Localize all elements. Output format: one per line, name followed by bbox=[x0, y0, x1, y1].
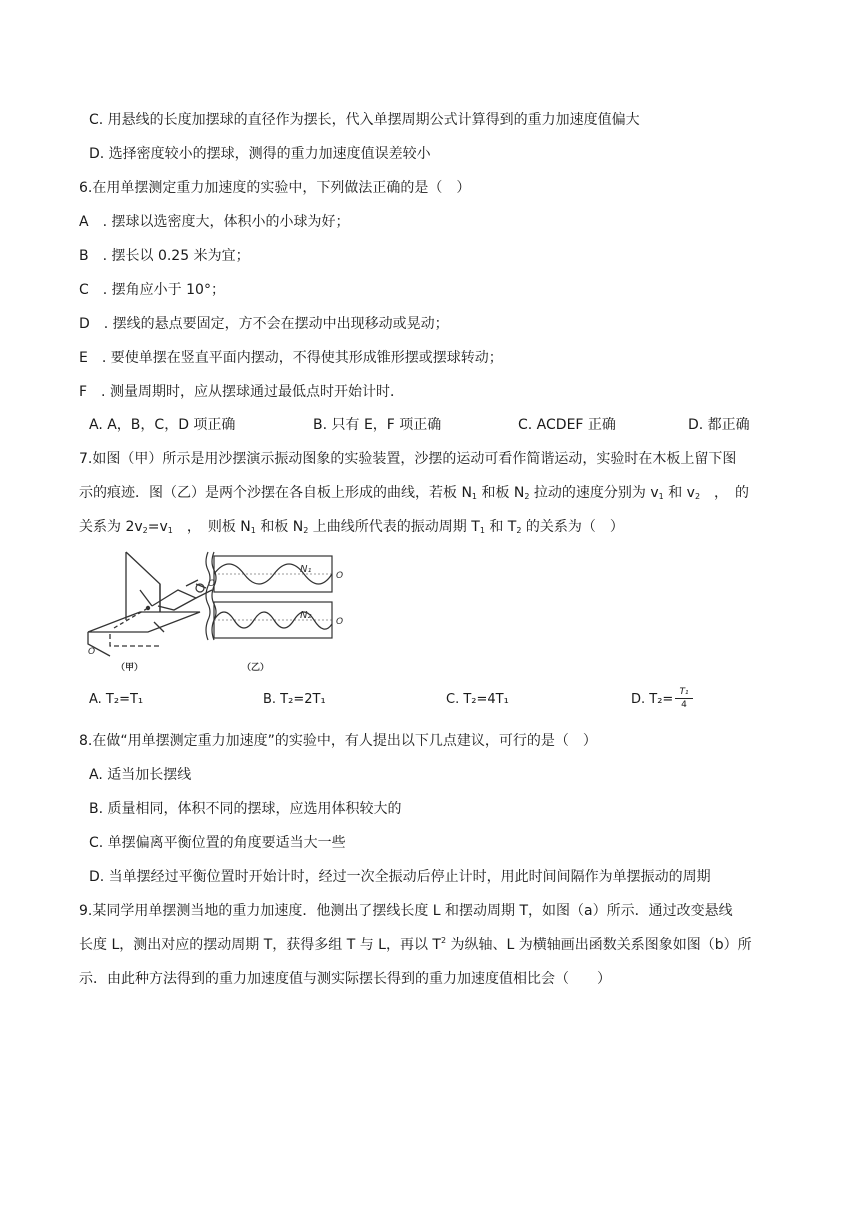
q7-choice-d: D. T₂= bbox=[631, 692, 674, 707]
q5-option-d: D. 选择密度较小的摆球，测得的重力加速度值误差较小 bbox=[89, 146, 431, 162]
q5-option-c: C. 用悬线的长度加摆球的直径作为摆长，代入单摆周期公式计算得到的重力加速度值偏大 bbox=[89, 112, 640, 128]
q8-option-b: B. 质量相同，体积不同的摆球，应选用体积较大的 bbox=[89, 801, 402, 817]
q6-statement-d: D . 摆线的悬点要固定，方不会在摆动中出现移动或晃动； bbox=[79, 316, 449, 332]
sand-pendulum-figure bbox=[78, 548, 344, 676]
figure-origin-label-1: O bbox=[88, 647, 96, 657]
question-7-stem-line-3: 关系为 $2v_2=v_1$ ， 则板 $N_1$ 和板 $N_2$ 上曲线所代表的振动周期 $T_1$ 和 $T_2$ 的关系为（ ） bbox=[79, 519, 624, 535]
fraction-numerator: T₁ bbox=[675, 687, 693, 699]
q6-statement-f: F . 测量周期时，应从摆球通过最低点时开始计时． bbox=[79, 384, 404, 400]
figure-origin-label-2: O bbox=[208, 579, 216, 589]
figure-label-jia: （甲） bbox=[116, 663, 144, 673]
q7-choice-d-fraction bbox=[675, 687, 693, 710]
question-9-stem-line-1: 9.某同学用单摆测当地的重力加速度．他测出了摆线长度 L 和摆动周期 T，如图（a）所示．通过改变悬线 bbox=[79, 903, 733, 919]
question-7-stem-line-1: 7.如图（甲）所示是用沙摆演示振动图象的实验装置，沙摆的运动可看作简谐运动，实验时在木板上留下图 bbox=[79, 451, 737, 467]
q6-statement-b: B . 摆长以 0.25 米为宜； bbox=[79, 248, 250, 264]
q6-statement-e: E . 要使单摆在竖直平面内摆动，不得使其形成锥形摆或摆球转动； bbox=[79, 350, 503, 366]
q6-choice-b: B. 只有 E，F 项正确 bbox=[313, 417, 442, 433]
q6-choice-c: C. ACDEF 正确 bbox=[518, 417, 616, 433]
question-7-stem-line-2: 示的痕迹．图（乙）是两个沙摆在各自板上形成的曲线，若板 $N_1$ 和板 $N_2$ 拉动的速度分别为 $v_1$ 和 $v_2$ ， 的 bbox=[79, 485, 750, 501]
figure-origin-label-3: O bbox=[336, 571, 344, 581]
q7-choice-b: B. T₂=2T₁ bbox=[263, 692, 326, 707]
q7-choice-a: A. T₂=T₁ bbox=[89, 692, 144, 707]
question-8-stem: 8.在做“用单摆测定重力加速度”的实验中，有人提出以下几点建议，可行的是（ ） bbox=[79, 733, 597, 749]
figure-label-n1: N₁ bbox=[300, 564, 312, 575]
q7-choice-c: C. T₂=4T₁ bbox=[446, 692, 509, 707]
fraction-denominator: 4 bbox=[681, 700, 687, 710]
question-6-stem: 6.在用单摆测定重力加速度的实验中，下列做法正确的是（ ） bbox=[79, 180, 471, 196]
question-9-stem-line-3: 示．由此种方法得到的重力加速度值与测实际摆长得到的重力加速度值相比会（ ） bbox=[79, 971, 611, 987]
figure-label-yi: （乙） bbox=[242, 663, 270, 673]
q6-choice-d: D. 都正确 bbox=[688, 417, 750, 433]
q8-option-a: A. 适当加长摆线 bbox=[89, 767, 192, 783]
q6-choice-a: A. A，B，C，D 项正确 bbox=[89, 417, 236, 433]
question-9-stem-line-2: 长度 L，测出对应的摆动周期 T，获得多组 T 与 L，再以 $T^2$ 为纵轴、L 为横轴画出函数关系图象如图（b）所 bbox=[79, 936, 752, 953]
figure-label-n2: N₂ bbox=[300, 610, 312, 621]
q8-option-c: C. 单摆偏离平衡位置的角度要适当大一些 bbox=[89, 835, 346, 851]
q6-statement-a: A . 摆球以选密度大，体积小的小球为好； bbox=[79, 214, 350, 230]
figure-origin-label-4: O bbox=[336, 617, 344, 627]
q8-option-d: D. 当单摆经过平衡位置时开始计时，经过一次全振动后停止计时，用此时间间隔作为单摆振动的周期 bbox=[89, 869, 711, 885]
q6-statement-c: C . 摆角应小于 10°； bbox=[79, 282, 225, 298]
